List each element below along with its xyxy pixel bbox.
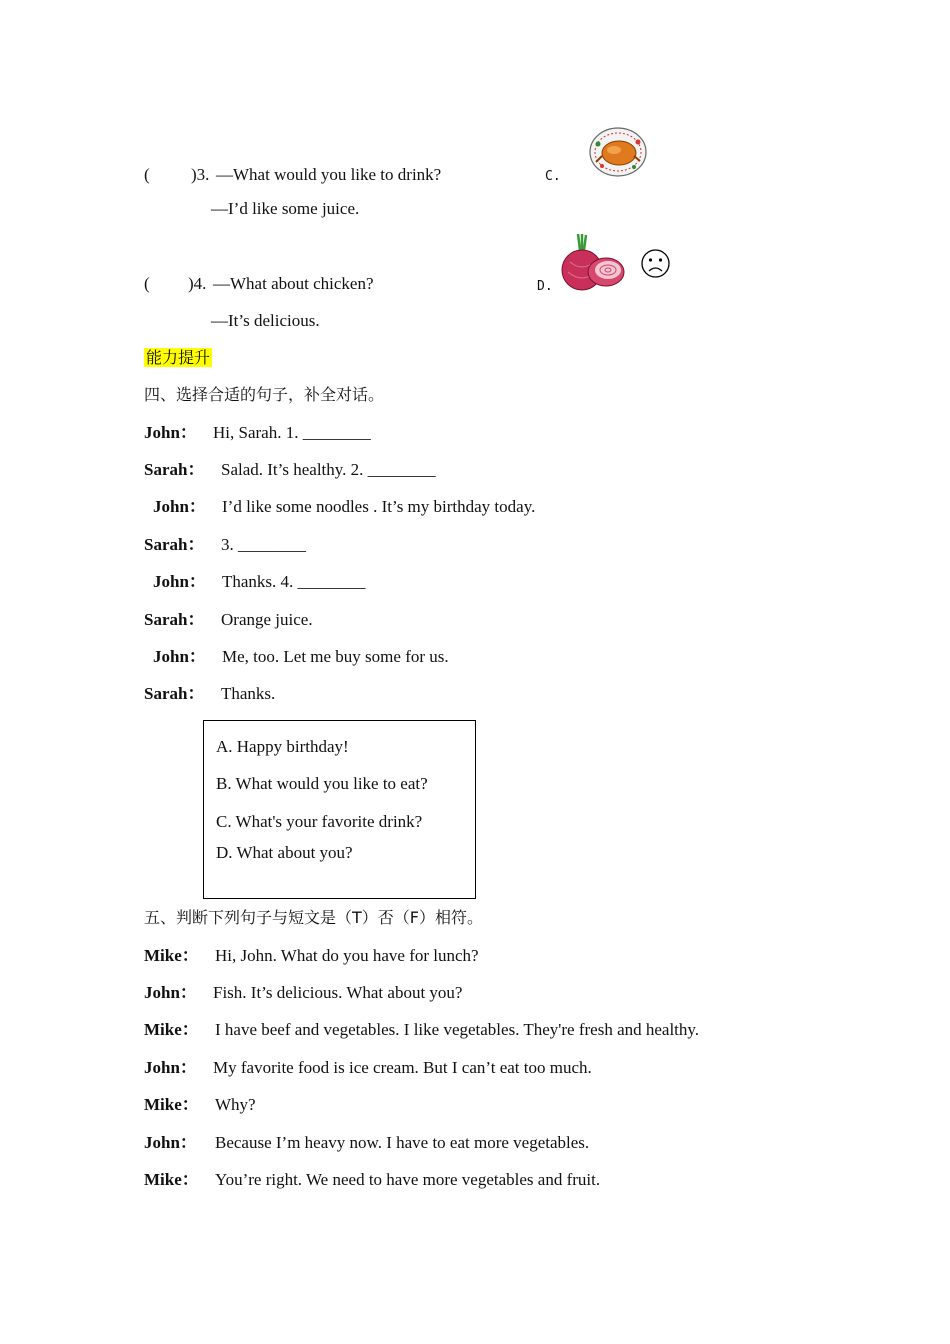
dialogue-line: Why? [215,1095,256,1114]
q3-question: —What would you like to drink? [216,165,442,184]
speaker: John： [153,497,206,516]
q4-question: —What about chicken? [213,274,374,293]
option-c: C. What's your favorite drink? [216,812,423,831]
option-d-label: D. [537,279,553,294]
speaker: John： [144,1133,197,1152]
option-c-label: C. [545,169,561,184]
options-box [203,720,476,899]
q4-paren-open: ( [144,274,150,293]
section4-heading: 四、选择合适的句子，补全对话。 [144,385,385,404]
speaker: John： [144,983,197,1002]
option-a: A. Happy birthday! [216,737,349,756]
dialogue-line: I have beef and vegetables. I like vegetables. They're fresh and healthy. [215,1020,700,1039]
dialogue-line: My favorite food is ice cream. But I can’t eat too much. [213,1058,592,1077]
option-b: B. What would you like to eat? [216,774,428,793]
section-ability-heading [144,348,212,368]
dialogue-line: Hi, John. What do you have for lunch? [215,946,479,965]
speaker: John： [144,423,197,442]
speaker: Sarah： [144,460,205,479]
speaker: Mike： [144,1020,199,1039]
sad-face-icon [640,248,671,279]
dialogue-line: Thanks. [221,684,276,703]
speaker: Mike： [144,1170,199,1189]
q3-answer: —I’d like some juice. [211,199,360,218]
speaker: Sarah： [144,610,205,629]
dialogue-line: Salad. It’s healthy. 2. ________ [221,460,436,479]
speaker: John： [144,1058,197,1077]
speaker: Mike： [144,1095,199,1114]
speaker: Sarah： [144,684,205,703]
speaker: John： [153,647,206,666]
dialogue-line: You’re right. We need to have more vegetables and fruit. [215,1170,601,1189]
dialogue-line: 3. ________ [221,535,306,554]
section-ability-highlight: 能力提升 [146,348,211,367]
q3-paren-open: ( [144,165,150,184]
speaker: Sarah： [144,535,205,554]
dialogue-line: Thanks. 4. ________ [222,572,366,591]
roast-chicken-icon [588,126,648,178]
q4-answer: —It’s delicious. [211,311,320,330]
section5-heading: 五、判断下列句子与短文是（T）否（F）相符。 [144,908,483,927]
dialogue-line: Orange juice. [221,610,313,629]
onion-icon [558,232,628,292]
speaker: John： [153,572,206,591]
dialogue-line: Hi, Sarah. 1. ________ [213,423,371,442]
dialogue-line: I’d like some noodles . It’s my birthday today. [222,497,536,516]
dialogue-line: Fish. It’s delicious. What about you? [213,983,463,1002]
speaker: Mike： [144,946,199,965]
option-d: D. What about you? [216,843,353,862]
q3-number: )3. [191,165,210,184]
q4-number: )4. [188,274,207,293]
dialogue-line: Because I’m heavy now. I have to eat more vegetables. [215,1133,590,1152]
dialogue-line: Me, too. Let me buy some for us. [222,647,449,666]
